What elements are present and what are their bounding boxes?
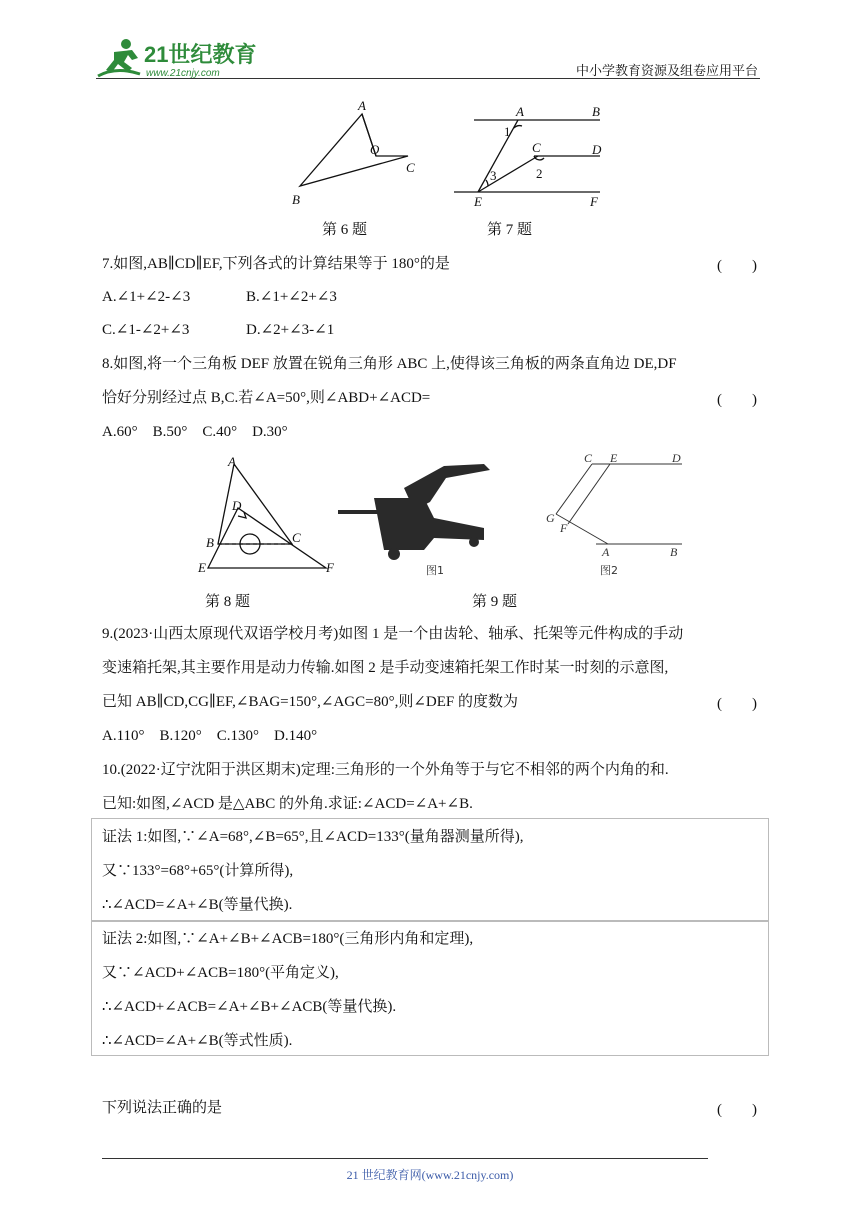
logo-text: 21世纪教育 [144,42,257,67]
proof2-line2: 又∵∠ACD+∠ACB=180°(平角定义), [102,965,339,981]
q9-options: A.110° B.120° C.130° D.140° [102,728,318,744]
footer-rule [102,1158,708,1159]
proof2-line3: ∴∠ACD+∠ACB=∠A+∠B+∠ACB(等量代换). [102,999,397,1015]
proof-method-1 [91,818,769,922]
label-E: E [198,560,206,575]
label-C: C [532,140,541,155]
label-O: O [370,142,380,157]
fig9-img1-label: 图1 [426,564,444,577]
fig9-caption: 第 9 题 [472,594,518,610]
fig7-caption: 第 7 题 [487,222,533,238]
q10-stem-line2: 已知:如图,∠ACD 是△ABC 的外角.求证:∠ACD=∠A+∠B. [102,796,473,812]
proof2-line4: ∴∠ACD=∠A+∠B(等式性质). [102,1033,293,1049]
label-F: F [590,194,598,209]
label-D: D [592,142,602,157]
q8-options: A.60° B.50° C.40° D.30° [102,424,288,440]
q7-options-row1 [102,287,760,307]
q7-option-c: C.∠1-∠2+∠3 [102,322,190,338]
footer-link[interactable]: 21 世纪教育网(www.21cnjy.com) [346,1168,514,1182]
label-D: D [232,498,242,513]
q7-answer-paren: ( ) [717,258,757,274]
q8-stem-line2: 恰好分别经过点 B,C.若∠A=50°,则∠ABD+∠ACD= [102,390,431,406]
runner-icon [98,39,140,76]
figure-9-photo [334,458,494,580]
q10-question: 下列说法正确的是 [102,1100,223,1116]
label-B: B [292,192,300,207]
q7-stem: 7.如图,AB∥CD∥EF,下列各式的计算结果等于 180°的是 [102,256,450,272]
q8-stem-line1: 8.如图,将一个三角板 DEF 放置在锐角三角形 ABC 上,使得该三角板的两条直角边 DE,DF [102,356,677,372]
label-B: B [592,104,600,119]
header-rule [96,78,760,79]
label-B: B [206,535,214,550]
label-F: F [326,560,334,575]
label-C: C [292,530,301,545]
figure-6 [280,96,440,210]
q10-stem-line1: 10.(2022·辽宁沈阳于洪区期末)定理:三角形的一个外角等于与它不相邻的两个内角的和. [102,762,669,778]
label-A: A [228,454,236,469]
label-E: E [610,451,618,465]
q10-answer-paren: ( ) [717,1102,757,1118]
proof1-line1: 证法 1:如图,∵∠A=68°,∠B=65°,且∠ACD=133°(量角器测量所得), [102,829,524,845]
label-A: A [516,104,524,119]
logo-url: www.21cnjy.com [146,68,220,79]
q9-stem-line2: 变速箱托架,其主要作用是动力传输.如图 2 是手动变速箱托架工作时某一时刻的示意图, [102,660,669,676]
q9-stem-line3: 已知 AB∥CD,CG∥EF,∠BAG=150°,∠AGC=80°,则∠DEF 的度数为 [102,694,518,710]
figure-9-diagram [536,448,696,580]
proof1-line3: ∴∠ACD=∠A+∠B(等量代换). [102,897,293,913]
label-A: A [358,98,366,113]
q7-option-a: A.∠1+∠2-∠3 [102,289,191,305]
label-angle-3: 3 [490,168,497,183]
q9-answer-paren: ( ) [717,696,757,712]
q9-stem-line1: 9.(2023·山西太原现代双语学校月考)如图 1 是一个由齿轮、轴承、托架等元件构成的手动 [102,626,684,642]
label-D: D [672,451,681,465]
figure-7 [444,96,614,210]
proof2-line1: 证法 2:如图,∵∠A+∠B+∠ACB=180°(三角形内角和定理), [102,931,474,947]
label-E: E [474,194,482,209]
label-C: C [406,160,415,175]
proof1-line2: 又∵133°=68°+65°(计算所得), [102,863,294,879]
gearbox-bracket-image [338,464,490,560]
label-C: C [584,451,593,465]
site-logo [96,36,266,80]
label-angle-1: 1 [504,124,511,139]
figure-8 [192,452,342,580]
q7-option-d: D.∠2+∠3-∠1 [246,322,335,338]
label-A: A [602,545,610,559]
site-tagline: 中小学教育资源及组卷应用平台 [576,63,759,78]
q7-option-b: B.∠1+∠2+∠3 [246,289,337,305]
label-F: F [560,521,568,535]
label-B: B [670,545,678,559]
fig6-caption: 第 6 题 [322,222,368,238]
label-G: G [546,511,555,525]
q7-options-row2 [102,320,760,340]
q8-answer-paren: ( ) [717,392,757,408]
fig8-caption: 第 8 题 [205,594,251,610]
label-angle-2: 2 [536,166,543,181]
fig9-img2-label: 图2 [600,564,618,577]
proof-method-2 [91,920,769,1056]
